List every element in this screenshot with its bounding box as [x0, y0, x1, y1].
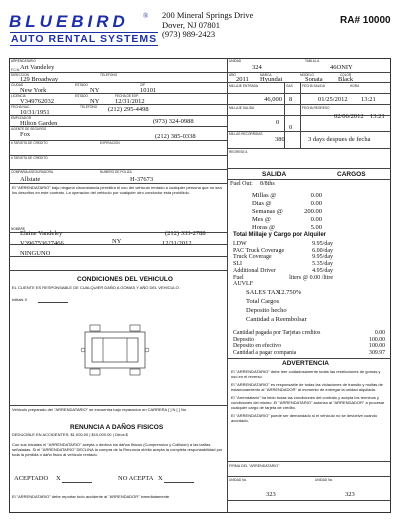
miles-out: 0 [276, 119, 280, 126]
model-label: MODELO [300, 73, 314, 77]
deposit-made-label: Deposito hecho [246, 307, 287, 314]
miles-in: 46,000 [264, 96, 282, 103]
policy-label: NUMERO DE POLIZA [100, 170, 132, 174]
card-exp-label: EXPIRACION [100, 141, 120, 145]
rate-value: 0.00 [310, 216, 322, 223]
renter-license: V349762032 [20, 98, 54, 105]
renter-license-state: NY [90, 98, 100, 105]
charge-row [233, 241, 333, 248]
rule [227, 476, 391, 477]
renter-state: NY [90, 87, 100, 94]
accepted-x[interactable]: X [56, 475, 61, 482]
charge-value: 6.00/day [312, 247, 333, 254]
renter-dob: 10/31/1951 [20, 109, 50, 116]
rate-value: 0.00 [310, 192, 322, 199]
column-divider [227, 58, 228, 513]
charge-label: Fuel [233, 274, 244, 281]
rates-list [252, 192, 322, 232]
authorization-text: El "ARRENDATARIO" bajo ninguna circunstancia permitira el uso del vehiculo rentado a cualquier persona que no sea los descritos en este contrato. La operacion del vehiculo por cualquier otro conductor esta prohibido. [12, 185, 222, 195]
refund-label: Cantidad a Reembolsar [246, 316, 307, 323]
charge-label: Additional Driver [233, 267, 276, 274]
renter-phone: (212) 295-4498 [108, 106, 149, 113]
vehicle-year: 2011 [236, 76, 249, 83]
salida-header: SALIDA [262, 171, 287, 178]
insurance-agent-label: AGENTE DE SEGUROS [11, 127, 47, 131]
condition-subtitle: EL CLIENTE ES RESPONSABLE DE CUALQUIER DAÑO A GOMAS Y AÑO DEL VEHICULO. [12, 285, 180, 290]
renter-employer: Hilton Garden [20, 120, 58, 127]
miles-driven-label: MILLAS RECORRIDAS [229, 132, 263, 136]
time-out: 13:21 [361, 96, 376, 103]
renter-name-label: ARRENDATARIO [11, 59, 36, 63]
home-phone-label: TELEFONO [80, 105, 98, 109]
rate-value: 200.00 [304, 208, 322, 215]
summary-value: 309.97 [369, 349, 385, 356]
renter-address: 129 Broadway [20, 76, 59, 83]
year-label: AÑO [229, 73, 236, 77]
charge-row [233, 261, 333, 268]
summary-list [233, 330, 385, 356]
charge-value: 5.35/day [312, 261, 333, 268]
driver-1-phone: (212) 333-2788 [165, 230, 206, 237]
date-due: 02/06/2012 [334, 113, 364, 120]
initials-line [38, 302, 68, 303]
driver-1-state: NY [112, 238, 122, 245]
driver-label: NOMBRE [11, 227, 25, 231]
time-due: 13:21 [370, 113, 385, 120]
renter-sub-label: F.C.N. [11, 68, 20, 72]
summary-row [233, 350, 385, 357]
signature-label: FIRMA DEL "ARRENDATARIO" [229, 464, 280, 468]
charge-value: liters @ 0.00 /litre [289, 274, 333, 281]
rule [227, 148, 391, 149]
rule [227, 115, 391, 116]
company-phone: (973) 989-2423 [162, 29, 216, 39]
driver-1-exp: 12/31/2012 [162, 240, 192, 247]
vehicle-make: Hyundai [260, 76, 283, 83]
rule [227, 500, 391, 501]
total-title: Total Millaje y Cargo por Alquiler [233, 232, 327, 238]
insurance-agent: Fox [20, 131, 31, 138]
sales-tax-label: SALES TAX [246, 289, 281, 296]
date-out: 01/25/2012 [318, 96, 348, 103]
unit-in-label: UNIDAD No. [229, 478, 248, 482]
phone-label: TELEFONO [100, 73, 118, 77]
accepted-line [62, 482, 92, 483]
driver-2-name: NINGUNO [20, 250, 51, 257]
fuel-in-label: GAS [286, 84, 293, 88]
fuel-out-value: 8/8ths [260, 181, 275, 187]
unit-in: 323 [266, 491, 276, 498]
warning-item: El "ARRENDATARIO" puede ser demandado si el vehiculo no se devuelve cuando acordado. [231, 413, 378, 423]
miles-in-label: MILLAJE ENTRADA [229, 84, 259, 88]
charge-value: 9.95/day [312, 241, 333, 247]
make-label: MARCA [260, 73, 272, 77]
warnings-list [231, 369, 387, 426]
summary-value: 100.00 [369, 343, 385, 349]
fuel-out: 0 [289, 124, 293, 131]
license-label: LICENCIA [11, 94, 26, 98]
rate-label: Horas @ [252, 224, 276, 231]
dob-label: FECHA NAC. [11, 105, 31, 109]
plate-label: TABLILLA [305, 59, 320, 63]
driver-1-license: V396753627466 [20, 240, 64, 247]
address-line1: 200 Mineral Springs Drive [162, 10, 254, 20]
address-label: DIRECCION [11, 73, 29, 77]
rate-row [252, 192, 322, 200]
charge-row [233, 248, 333, 255]
address-line2: Dover, NJ 07801 [162, 19, 220, 30]
rate-label: Mes @ [252, 216, 271, 223]
repair-text: Vehiculo preparado del "ARRENDATARIO" se encuentra bajo reparacion en CARRERA [ ] N [ ] No [12, 407, 187, 412]
rental-agreement-number: RA# 10000 [340, 15, 391, 26]
charge-label: LDW [233, 241, 247, 247]
driver-1-name: Elaine Vandeley [20, 230, 63, 237]
warning-item: El "Arrendatario" ha leido todas las condiciones del contrato y acepta los terminos y condiciones del mismo. El "ARRENDATARIO" autoriza al "ARRENDADOR" a procesar cualquier cargo de tarjeta de credito. [231, 395, 385, 410]
summary-value: 0.00 [374, 330, 385, 336]
charge-value: 9.95/day [312, 254, 333, 261]
rule [227, 179, 391, 180]
employer-label: EMPLEADOR [11, 116, 32, 120]
rule [227, 93, 391, 94]
total-charges-label: Total Cargos [246, 298, 280, 305]
rate-row [252, 208, 322, 216]
unit-label: UNIDAD [229, 59, 242, 63]
renter-city: New York [20, 87, 47, 94]
charge-label: SLI [233, 261, 242, 268]
declined-label: NO ACEPTA [118, 475, 154, 482]
rate-value: 5.00 [310, 224, 322, 231]
unit-out: 323 [345, 491, 355, 498]
car-diagram-icon [80, 320, 150, 380]
city-label: CIUDAD [11, 83, 24, 87]
waiver-text: Con sus iniciales el "ARRENDATARIO" acepta o declina los daños fisicos (Comprensivo y Collision) a las tarifas señaladas. Si el "ARRENDATARIO" DECLINA la compra de la Renuncia el/ella acepta la completa responsabilidad por toda la perdida o daño fisico al vehiculo rentado. [12, 442, 223, 457]
zip-label: ZIP [140, 83, 145, 87]
date-out-label: FECHA SALIDA [302, 84, 325, 88]
condition-title: CONDICIONES DEL VEHICULO [77, 276, 173, 283]
accident-text: El "ARRENDATARIO" debe reportar todo accidente al "ARRENDADOR" inmediatamente. [12, 494, 171, 499]
charge-label: PAC Truck Coverage [233, 247, 285, 254]
fuel-out-label: Fuel Out: [230, 181, 253, 187]
renter-name: Art Vandeley [20, 64, 55, 71]
summary-label: Deposito en efectivo [233, 343, 281, 349]
vehicle-plate: 46ONIY [330, 64, 353, 71]
rate-row [252, 200, 322, 208]
vehicle-unit: 324 [252, 64, 262, 71]
fuel-in: 8 [289, 96, 293, 103]
license-exp-label: FECHA DE EXP. [115, 94, 139, 98]
rate-label: Semanas @ [252, 208, 283, 215]
rule [227, 358, 391, 359]
declined-line [164, 482, 194, 483]
charge-label: Truck Coverage [233, 254, 272, 261]
unit-out-label: UNIDAD No. [315, 478, 334, 482]
summary-value: 100.00 [369, 336, 385, 343]
rate-value: 0.00 [310, 200, 322, 207]
rule [227, 82, 391, 83]
rule [227, 104, 391, 105]
insurance-phone: (212) 385-0338 [155, 133, 196, 140]
license-state-label: ESTADO [75, 94, 88, 98]
accepted-label: ACEPTADO [14, 475, 49, 482]
charges-list [233, 241, 333, 288]
company-address [162, 11, 253, 40]
time-out-label: HORA [350, 84, 360, 88]
rule [227, 461, 391, 462]
summary-label: Deposito [233, 336, 254, 343]
miles-out-label: MILLAJE SALIDA [229, 106, 255, 110]
summary-label: Cantidad pagada por Tarjetas creditos [233, 330, 321, 336]
return-note: 3 days despues de fecha [308, 136, 371, 143]
charge-row [233, 275, 333, 282]
card2-label: # TARJETA DE CREDITO [11, 156, 48, 160]
vehicle-model: Sonata [305, 76, 323, 83]
vehicle-color: Black [338, 76, 354, 83]
rule [9, 72, 227, 73]
renter-license-exp: 12/31/2012 [115, 98, 145, 105]
charge-value: 4.95/day [312, 267, 333, 274]
rule [9, 405, 227, 406]
rule [9, 183, 227, 184]
return-to-label: REGRESE A [229, 150, 248, 154]
policy-number: H-37673 [130, 176, 154, 183]
initials-label: Initials X [12, 297, 28, 302]
company-logo: BLUEBIRD [9, 12, 129, 31]
charge-label: AUVLF [233, 281, 254, 288]
charge-row [233, 268, 333, 275]
employer-phone: (973) 324-0988 [153, 118, 194, 125]
renter-zip: 10101 [140, 87, 157, 94]
warning-item: El "ARRENDATARIO" es responsable de todas las violaciones de transito y multas de estacionamiento al "ARRENDADOR" al momento de entregar la unidad alquilada. [231, 382, 383, 392]
color-label: COLOR [340, 73, 352, 77]
registered-mark: ® [143, 12, 149, 20]
return-label: FECHA REGRESO [302, 106, 330, 110]
rule [227, 168, 391, 169]
rate-label: Millas @ [252, 192, 277, 199]
rule [9, 270, 227, 271]
sales-tax-rate: 12.750% [278, 289, 302, 296]
miles-driven: 380 [275, 136, 285, 143]
card-label: # TARJETA DE CREDITO [11, 141, 48, 145]
declined-x[interactable]: X [158, 475, 163, 482]
warning-item: El "ARRENDATARIO" debe leer cuidadosamente todas las restricciones de gomas y uso en el reverso. [231, 369, 381, 379]
charge-row [233, 254, 333, 261]
summary-label: Cantidad a pagar compania [233, 349, 297, 356]
company-logo-subtitle: AUTO RENTAL SYSTEMS [11, 33, 158, 45]
state-label: ESTADO [75, 83, 88, 87]
waiver-title: RENUNCIA A DAÑOS FISICOS [70, 424, 164, 431]
rate-row [252, 216, 322, 224]
insurance-company: Allstate [20, 176, 41, 183]
rate-label: Dias @ [252, 200, 272, 207]
insurance-co-label: COMPAÑIA ASEGURADORA [11, 170, 54, 174]
warning-title: ADVERTENCIA [282, 360, 329, 367]
deductible-text: DEDUCIBLE EN ACCIDENTES: $1,000.00 | $10,000.00 | Otros $ [12, 432, 128, 437]
rate-row [252, 224, 322, 232]
charge-row [233, 281, 333, 288]
cargos-header: CARGOS [337, 171, 366, 178]
